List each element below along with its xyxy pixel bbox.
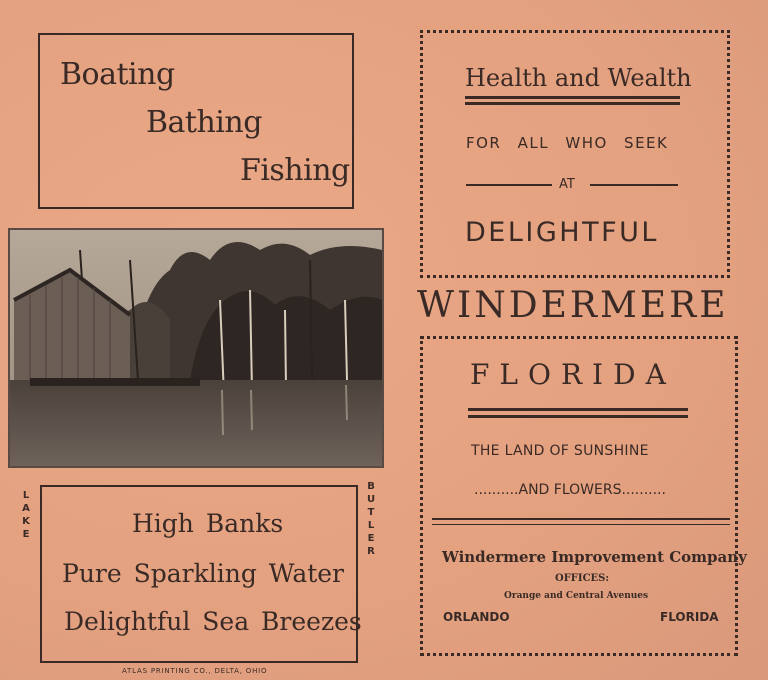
activity-bathing: Bathing (146, 105, 262, 140)
office-city: ORLANDO (443, 610, 510, 624)
state-rule-top (468, 408, 688, 411)
at-word: AT (559, 177, 575, 192)
activity-boating: Boating (60, 57, 175, 92)
headline-rule-bottom (465, 102, 680, 105)
town-name: WINDERMERE (417, 285, 729, 326)
at-rule-right (590, 184, 678, 186)
tagline-sunshine: THE LAND OF SUNSHINE (471, 443, 649, 459)
state-rule-bottom (468, 415, 688, 418)
lake-label: LAKE (22, 490, 30, 540)
delightful-word: DELIGHTFUL (465, 217, 659, 248)
company-rule-top (432, 518, 730, 520)
headline-rule-top (465, 96, 680, 99)
company-rule-bottom (432, 524, 730, 525)
feature-sea-breezes: Delightful Sea Breezes (64, 607, 362, 636)
offices-label: OFFICES: (555, 573, 610, 584)
features-box (40, 485, 362, 663)
headline: Health and Wealth (465, 64, 692, 92)
butler-label: BUTLER (366, 481, 376, 557)
state-name: FLORIDA (470, 358, 676, 391)
feature-sparkling-water: Pure Sparkling Water (62, 559, 345, 588)
feature-high-banks: High Banks (132, 509, 284, 538)
lakeside-boathouse-photo (8, 228, 384, 468)
tagline-flowers: ..........AND FLOWERS.......... (474, 482, 666, 498)
activities-box (38, 33, 354, 209)
office-address: Orange and Central Avenues (504, 591, 649, 601)
at-rule-left (466, 184, 552, 186)
company-name: Windermere Improvement Company (442, 548, 747, 566)
printer-credit: ATLAS PRINTING CO., DELTA, OHIO (122, 667, 268, 675)
seek-line: FOR ALL WHO SEEK (466, 134, 669, 152)
office-state: FLORIDA (660, 610, 719, 624)
activity-fishing: Fishing (240, 153, 350, 188)
